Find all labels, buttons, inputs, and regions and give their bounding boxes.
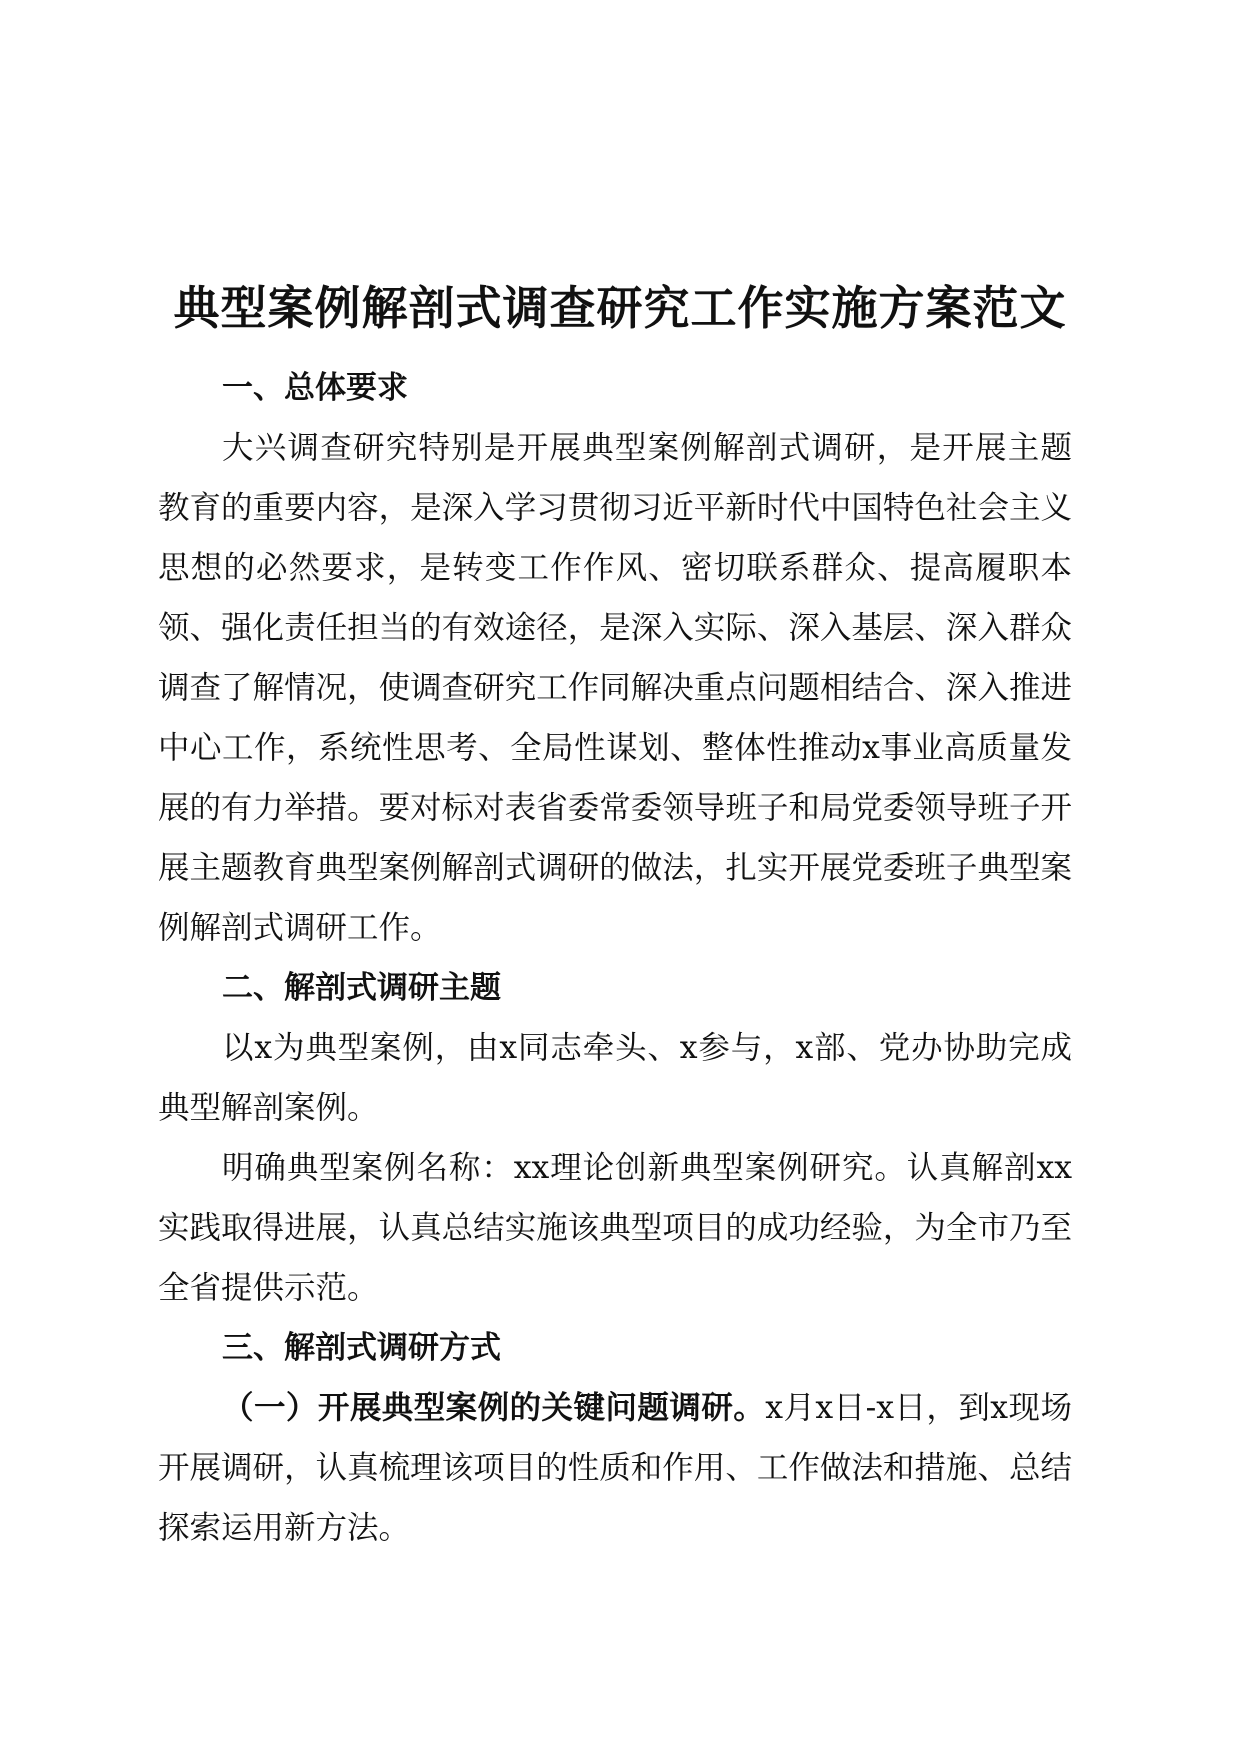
paragraph-theme-case: 以x为典型案例，由x同志牵头、x参与，x部、党办协助完成典型解剖案例。 (158, 1030, 1072, 1126)
section-heading-theme: 二、解剖式调研主题 (222, 970, 501, 1006)
paragraph-method-item (158, 1378, 1072, 1558)
section-heading-requirements: 一、总体要求 (222, 370, 408, 406)
paragraph-theme-name: 明确典型案例名称：xx理论创新典型案例研究。认真解剖xx实践取得进展，认真总结实施该典型项目的成功经验，为全市乃至全省提供示范。 (158, 1150, 1072, 1306)
document-body (158, 358, 1072, 1558)
document-title: 典型案例解剖式调查研究工作实施方案范文 (173, 281, 1067, 335)
item-text: x月x日-x日，到x现场开展调研，认真梳理该项目的性质和作用、工作做法和措施、总结探索运用新方法。 (158, 1390, 1072, 1546)
section-heading-method: 三、解剖式调研方式 (222, 1330, 501, 1366)
paragraph-requirements: 大兴调查研究特别是开展典型案例解剖式调研，是开展主题教育的重要内容，是深入学习贯彻习近平新时代中国特色社会主义思想的必然要求，是转变工作作风、密切联系群众、提高履职本领、强化责任担当的有效途径，是深入实际、深入基层、深入群众调查了解情况，使调查研究工作同解决重点问题相结合、深入推进中心工作，系统性思考、全局性谋划、整体性推动x事业高质量发展的有力举措。要对标对表省委常委领导班子和局党委领导班子开展主题教育典型案例解剖式调研的做法，扎实开展党委班子典型案例解剖式调研工作。 (158, 430, 1072, 946)
item-lead: （一）开展典型案例的关键问题调研。 (222, 1390, 766, 1426)
